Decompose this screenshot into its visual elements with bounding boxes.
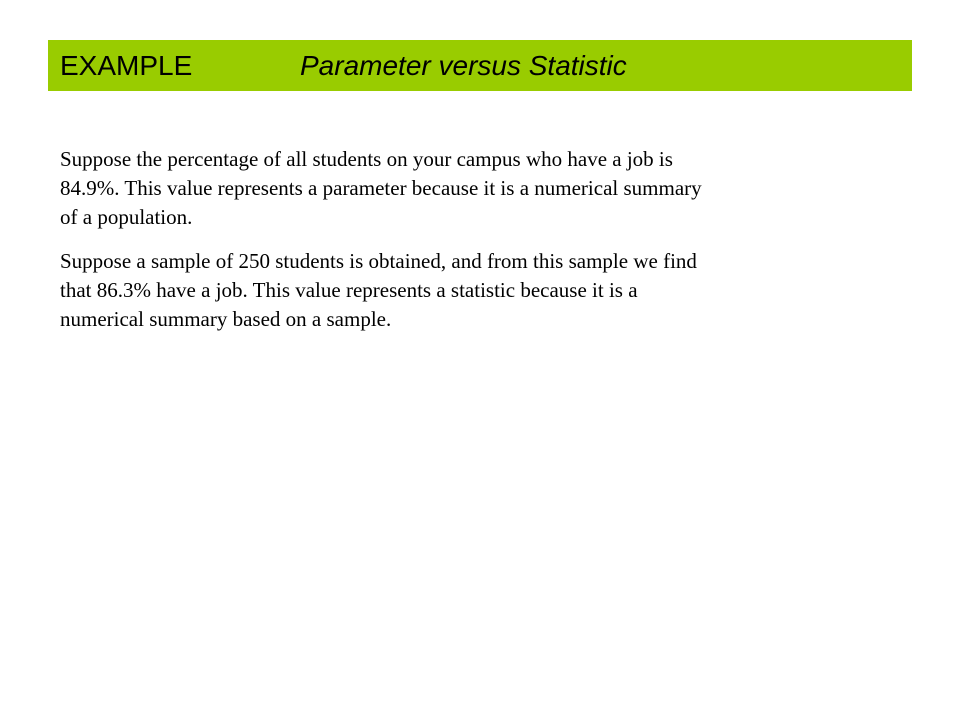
paragraph-line: Suppose a sample of 250 students is obtained, and from this sample we find — [60, 249, 697, 273]
paragraph-statistic — [60, 247, 900, 334]
paragraph-line: numerical summary based on a sample. — [60, 307, 392, 331]
slide-title: Parameter versus Statistic — [300, 50, 627, 81]
paragraph-line: that 86.3% have a job. This value represents a statistic because it is a — [60, 278, 638, 302]
paragraph-line: of a population. — [60, 205, 193, 229]
paragraph-line: 84.9%. This value represents a parameter because it is a numerical summary — [60, 176, 702, 200]
slide-header-bar — [48, 40, 912, 91]
paragraph-parameter — [60, 145, 900, 232]
example-label: EXAMPLE — [60, 50, 193, 81]
paragraph-line: Suppose the percentage of all students on your campus who have a job is — [60, 147, 673, 171]
slide-body — [60, 145, 900, 334]
